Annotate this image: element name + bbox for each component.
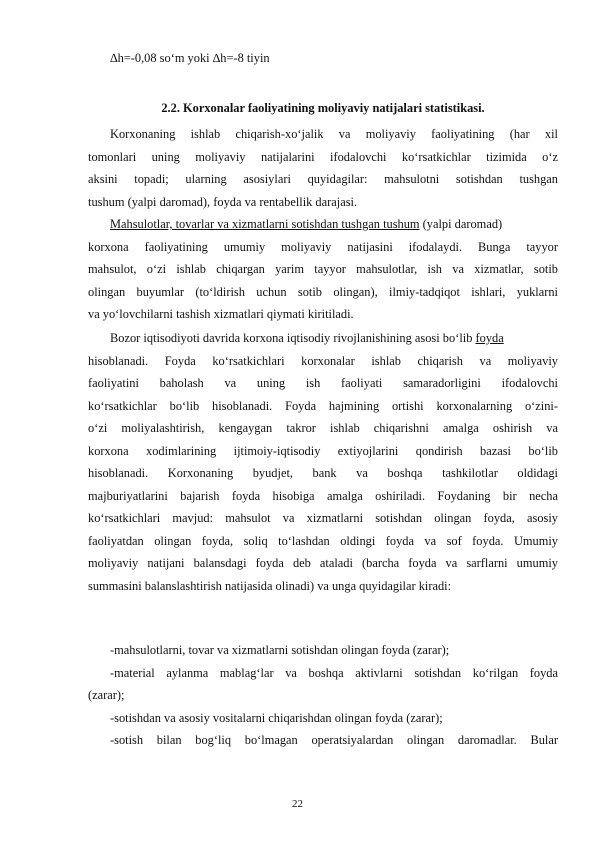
- section-heading: [88, 97, 558, 120]
- list-item-continuation: (zarar);: [88, 688, 125, 702]
- paragraph-2: [88, 213, 558, 326]
- section-title: 2.2. Korxonalar faoliyatining moliyaviy natijalari statistikasi.: [161, 101, 485, 115]
- page-number: 22: [292, 798, 303, 810]
- list-item: -mahsulotlarni, tovar va xizmatlarni sotishdan olingan foyda (zarar);: [110, 643, 450, 657]
- bullet-list: [88, 639, 558, 752]
- list-item: -material aylanma mablag‘lar va boshqa aktivlarni sotishdan ko‘rilgan foyda: [110, 665, 558, 680]
- paragraph-line: tomonlari uning moliyaviy natijalarini ifodalovchi ko‘rsatkichlar tizimida o‘z: [88, 149, 558, 164]
- paragraph-line: hisoblanadi. Korxonaning byudjet, bank va boshqa tashkilotlar oldidagi: [88, 466, 558, 480]
- list-item: -sotish bilan bog‘liq bo‘lmagan operatsiyalardan olingan daromadlar. Bular: [110, 733, 558, 747]
- paragraph-line: va yo‘lovchilarni tashish xizmatlari qiymati kiritiladi.: [88, 307, 354, 321]
- paragraph-line: aksini topadi; ularning asosiylari quyidagilar: mahsulotni sotishdan tushgan: [88, 172, 558, 186]
- paragraph-line: korxona xodimlarining ijtimoiy-iqtisodiy extiyojlarini qondirish bazasi bo‘lib: [88, 443, 558, 458]
- paragraph-line: majburiyatlarini bajarish foyda hisobiga amalga oshiriladi. Foydaning bir necha: [88, 488, 558, 503]
- formula-text: ∆h=-0,08 so‘m yoki ∆h=-8 tiyin: [110, 51, 270, 65]
- paragraph-line: ko‘rsatkichlar bo‘lib hisoblanadi. Foyda hajmining ortishi korxonalarning o‘zini-: [88, 398, 558, 413]
- underlined-term: foyda: [475, 331, 504, 345]
- paragraph-line: faoliyatdan olingan foyda, soliq to‘lashdan oldingi foyda va sof foyda. Umumiy: [88, 533, 558, 548]
- paragraph-line: Korxonaning ishlab chiqarish-xo‘jalik va moliyaviy faoliyatining (har xil: [110, 127, 558, 141]
- paragraph-fragment: Bozor iqtisodiyoti davrida korxona iqtisodiy rivojlanishining asosi bo‘lib: [110, 331, 476, 345]
- paragraph-3: [88, 327, 558, 597]
- paragraph-line: [88, 213, 558, 236]
- paragraph-line: o‘zi moliyalashtirish, kengaygan takror ishlab chiqarishni amalga oshirish va: [88, 421, 558, 435]
- underlined-term: Mahsulotlar, tovarlar va xizmatlarni sotishdan tushgan tushum: [110, 217, 420, 231]
- paragraph-line: olingan buyumlar (to‘ldirish uchun sotib olingan), ilmiy-tadqiqot ishlari, yuklarni: [88, 284, 558, 299]
- paragraph-line: [88, 327, 558, 350]
- paragraph-fragment: (yalpi daromad): [419, 217, 503, 231]
- formula-line: [88, 47, 558, 70]
- paragraph-1: [88, 123, 558, 213]
- paragraph-line: ko‘rsatkichlari mavjud: mahsulot va xizmatlarni sotishdan olingan foyda, asosiy: [88, 511, 558, 525]
- list-item: -sotishdan va asosiy vositalarni chiqarishdan olingan foyda (zarar);: [110, 710, 443, 725]
- paragraph-line: korxona faoliyatining umumiy moliyaviy natijasini ifodalaydi. Bunga tayyor: [88, 239, 558, 254]
- paragraph-line: summasini balanslashtirish natijasida olinadi) va unga quyidagilar kiradi:: [88, 578, 452, 593]
- paragraph-line: tushum (yalpi daromad), foyda va rentabellik darajasi.: [88, 194, 358, 209]
- paragraph-line: hisoblanadi. Foyda ko‘rsatkichlari korxonalar ishlab chiqarish va moliyaviy: [88, 353, 558, 368]
- paragraph-line: mahsulot, o‘zi ishlab chiqargan yarim tayyor mahsulotlar, ish va xizmatlar, sotib: [88, 262, 558, 276]
- paragraph-line: moliyaviy natijani balansdagi foyda deb ataladi (barcha foyda va sarflarni umumiy: [88, 556, 558, 570]
- paragraph-line: faoliyatini baholash va uning ish faoliyati samaradorligini ifodalovchi: [88, 376, 558, 390]
